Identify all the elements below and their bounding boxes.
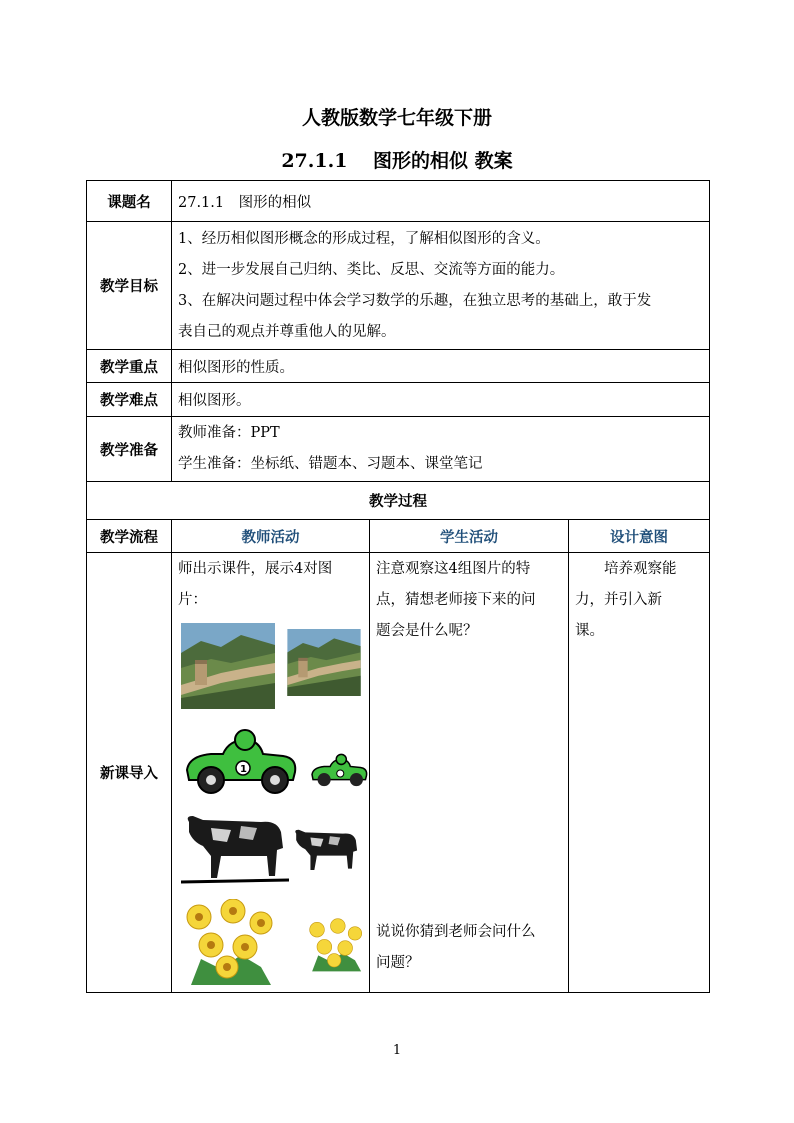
row-key xyxy=(87,350,710,383)
design-line-3: 课。 xyxy=(575,623,604,639)
row-difficulty xyxy=(87,383,710,417)
race-car-small-image xyxy=(310,753,368,789)
cow-large-image xyxy=(181,812,289,884)
document-subtitle: 27.1.1 图形的相似 教案 xyxy=(281,150,513,172)
page-number: 1 xyxy=(392,1043,402,1058)
design-intent-cell xyxy=(569,553,710,993)
great-wall-small-image xyxy=(287,629,361,696)
col-design-header: 设计意图 xyxy=(569,520,710,553)
process-title: 教学过程 xyxy=(87,482,710,520)
goals-cell xyxy=(172,222,710,350)
topic-label: 课题名 xyxy=(87,181,172,222)
goals-label: 教学目标 xyxy=(87,222,172,350)
similar-figures-gallery xyxy=(178,616,363,988)
prep-label: 教学准备 xyxy=(87,417,172,482)
row-goals xyxy=(87,222,710,350)
key-value: 相似图形的性质。 xyxy=(172,350,710,383)
teacher-activity-cell xyxy=(172,553,370,993)
col-teacher-header: 教师活动 xyxy=(172,520,370,553)
document-title: 人教版数学七年级下册 xyxy=(301,107,492,129)
student-line-3: 题会是什么呢？ xyxy=(376,623,478,639)
difficulty-value: 相似图形。 xyxy=(172,383,710,417)
student-line-4: 说说你猜到老师会问什么 xyxy=(376,924,536,940)
race-car-large-image xyxy=(183,728,298,798)
row-new-lesson xyxy=(87,553,710,993)
row-prep xyxy=(87,417,710,482)
design-line-1: 培养观察能 xyxy=(604,561,677,577)
difficulty-label: 教学难点 xyxy=(87,383,172,417)
prep-teacher: 教师准备：PPT xyxy=(178,425,280,441)
cow-small-image xyxy=(291,827,361,874)
flowers-large-image xyxy=(181,899,279,985)
flowers-small-image xyxy=(306,914,366,976)
prep-cell xyxy=(172,417,710,482)
design-line-2: 力，并引入新 xyxy=(575,592,662,608)
student-activity-cell xyxy=(370,553,569,993)
col-student-header: 学生活动 xyxy=(370,520,569,553)
great-wall-large-image xyxy=(181,623,275,709)
row-process-title xyxy=(87,482,710,520)
new-lesson-label: 新课导入 xyxy=(87,553,172,993)
prep-student: 学生准备：坐标纸、错题本、习题本、课堂笔记 xyxy=(178,456,483,472)
goal-1: 1、经历相似图形概念的形成过程，了解相似图形的含义。 xyxy=(178,230,550,247)
student-line-5: 问题？ xyxy=(376,955,420,971)
teacher-line-1: 师出示课件，展示4对图 xyxy=(178,561,333,577)
teacher-line-2: 片： xyxy=(178,592,207,608)
goal-3-cont: 表自己的观点并尊重他人的见解。 xyxy=(178,323,396,340)
svg-text:1: 1 xyxy=(240,764,247,775)
goal-2: 2、进一步发展自己归纳、类比、反思、交流等方面的能力。 xyxy=(178,261,565,278)
row-topic xyxy=(87,181,710,222)
goal-3: 3、在解决问题过程中体会学习数学的乐趣，在独立思考的基础上，敢于发 xyxy=(178,292,652,309)
topic-value: 27.1.1 图形的相似 xyxy=(172,181,710,222)
student-line-1: 注意观察这4组图片的特 xyxy=(376,561,531,577)
row-column-headers xyxy=(87,520,710,553)
key-label: 教学重点 xyxy=(87,350,172,383)
lesson-plan-table xyxy=(86,180,710,993)
student-line-2: 点，猜想老师接下来的问 xyxy=(376,592,536,608)
col-flow-header: 教学流程 xyxy=(87,520,172,553)
